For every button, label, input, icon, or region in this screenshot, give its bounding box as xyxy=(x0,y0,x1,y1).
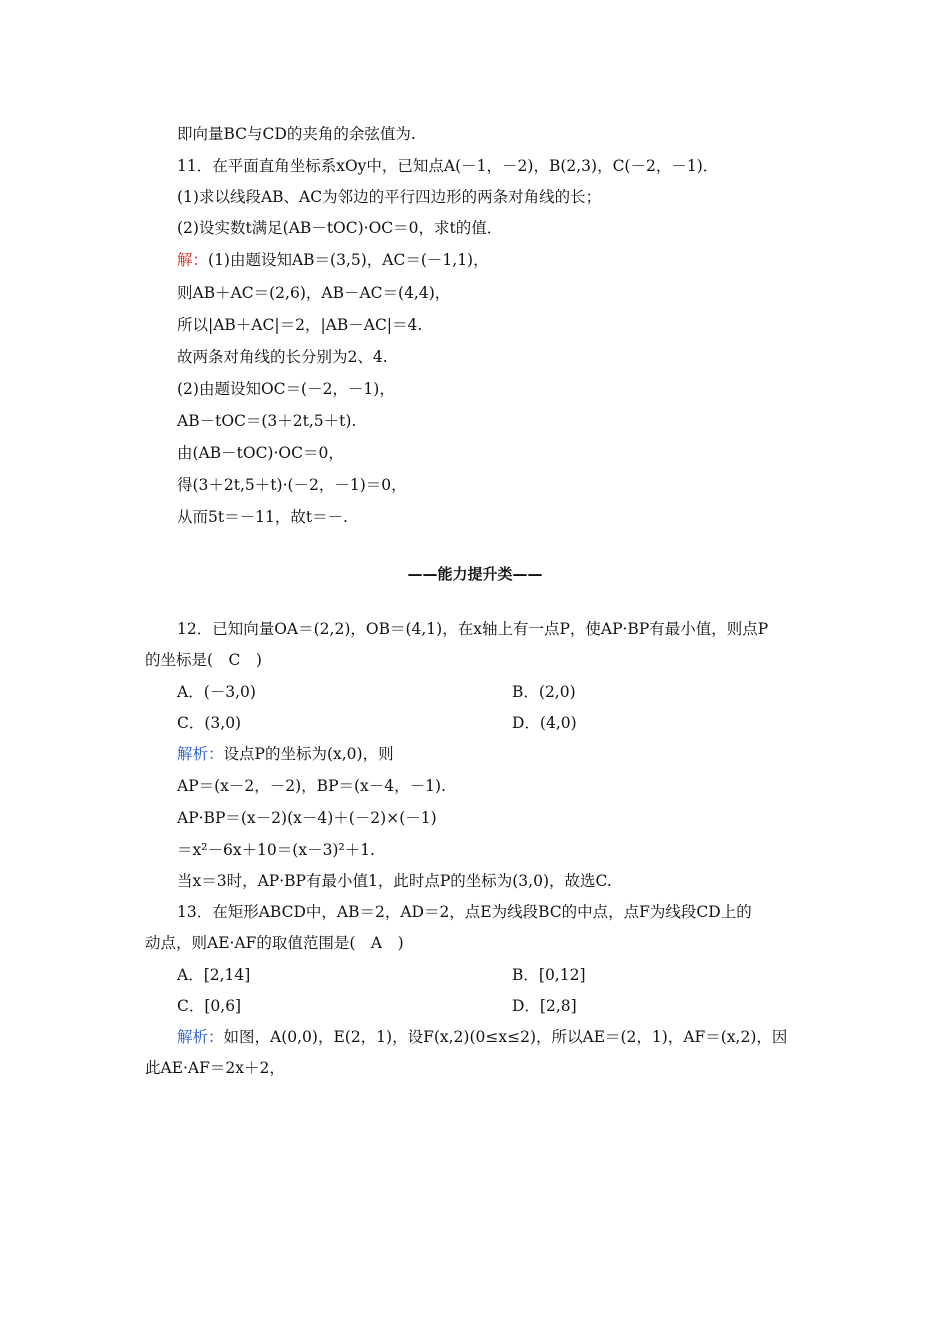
solution-label: 解析： xyxy=(177,745,224,763)
line-text: 则AB＋AC＝(2,6)，AB－AC＝(4,4)， xyxy=(177,284,451,302)
line-text: B．(2,0) xyxy=(512,683,576,701)
line-text: B．[0,12] xyxy=(512,966,586,984)
text-line xyxy=(177,744,394,764)
line-text: (1)由题设知AB＝(3,5)，AC＝(－1,1)， xyxy=(208,251,489,269)
text-line xyxy=(512,682,576,702)
text-line xyxy=(177,776,446,796)
line-text: (1)求以线段AB、AC为邻边的平行四边形的两条对角线的长； xyxy=(177,188,602,206)
line-text: 12．已知向量OA＝(2,2)，OB＝(4,1)，在x轴上有一点P，使AP·BP有最小值，则点P xyxy=(177,620,769,638)
line-text: A．(－3,0) xyxy=(177,683,256,701)
text-line xyxy=(145,1058,285,1078)
line-text: ＝x²－6x＋10＝(x－3)²＋1. xyxy=(177,841,375,859)
text-line xyxy=(177,411,356,431)
line-text: 即向量BC与CD的夹角的余弦值为. xyxy=(177,125,416,143)
text-line xyxy=(177,124,416,144)
line-text: (2)设实数t满足(AB－tOC)·OC＝0，求t的值． xyxy=(177,219,503,237)
line-text: 得(3＋2t,5＋t)·(－2，－1)＝0， xyxy=(177,476,407,494)
text-line xyxy=(145,650,262,670)
text-line xyxy=(177,808,437,828)
line-text: C．[0,6] xyxy=(177,997,242,1015)
text-line xyxy=(177,475,407,495)
line-text: 11．在平面直角坐标系xOy中，已知点A(－1，－2)，B(2,3)，C(－2，－1)． xyxy=(177,157,719,175)
solution-label: 解： xyxy=(177,251,209,269)
text-line xyxy=(177,713,241,733)
text-line xyxy=(512,713,577,733)
line-text: 如图，A(0,0)，E(2，1)，设F(x,2)(0≤x≤2)，所以AE＝(2，1)，AF＝(x,2)，因 xyxy=(223,1028,788,1046)
line-text: (2)由题设知OC＝(－2，－1)， xyxy=(177,380,395,398)
text-line xyxy=(177,1027,787,1047)
text-line xyxy=(177,347,388,367)
text-line xyxy=(177,507,348,527)
text-line xyxy=(177,250,489,270)
text-line xyxy=(177,187,601,207)
line-text: 设点P的坐标为(x,0)，则 xyxy=(223,745,394,763)
text-line xyxy=(177,840,375,860)
line-text: 动点，则AE·AF的取值范围是( A ) xyxy=(145,934,404,952)
text-line xyxy=(512,996,577,1016)
solution-label: 解析： xyxy=(177,1028,224,1046)
line-text: AP＝(x－2，－2)，BP＝(x－4，－1). xyxy=(177,777,446,795)
text-line xyxy=(145,933,404,953)
line-text: 13．在矩形ABCD中，AB＝2，AD＝2，点E为线段BC的中点，点F为线段CD上的 xyxy=(177,903,752,921)
section-title: ——能力提升类—— xyxy=(407,565,543,583)
text-line xyxy=(177,996,241,1016)
text-line xyxy=(177,871,612,891)
line-text: D．(4,0) xyxy=(512,714,577,732)
text-line xyxy=(177,218,502,238)
line-text: AP·BP＝(x－2)(x－4)＋(－2)×(－1) xyxy=(177,809,437,827)
line-text: 由(AB－tOC)·OC＝0， xyxy=(177,444,344,462)
text-line xyxy=(177,283,450,303)
line-text: D．[2,8] xyxy=(512,997,577,1015)
line-text: A．[2,14] xyxy=(177,966,251,984)
line-text: 此AE·AF＝2x＋2， xyxy=(145,1059,285,1077)
text-line xyxy=(177,379,395,399)
line-text: 故两条对角线的长分别为2、4. xyxy=(177,348,388,366)
line-text: AB－tOC＝(3＋2t,5＋t). xyxy=(177,412,357,430)
text-line xyxy=(177,902,752,922)
text-line xyxy=(512,965,586,985)
line-text: 当x＝3时，AP·BP有最小值1，此时点P的坐标为(3,0)，故选C. xyxy=(177,872,612,890)
text-line xyxy=(177,156,718,176)
text-line xyxy=(177,619,768,639)
text-line xyxy=(177,682,256,702)
text-line xyxy=(177,965,250,985)
text-line xyxy=(177,315,422,335)
line-text: 的坐标是( C ) xyxy=(145,651,262,669)
line-text: 从而5t＝－11，故t＝－. xyxy=(177,508,348,526)
line-text: 所以|AB＋AC|＝2，|AB－AC|＝4. xyxy=(177,316,423,334)
line-text: C．(3,0) xyxy=(177,714,242,732)
text-line xyxy=(177,443,344,463)
